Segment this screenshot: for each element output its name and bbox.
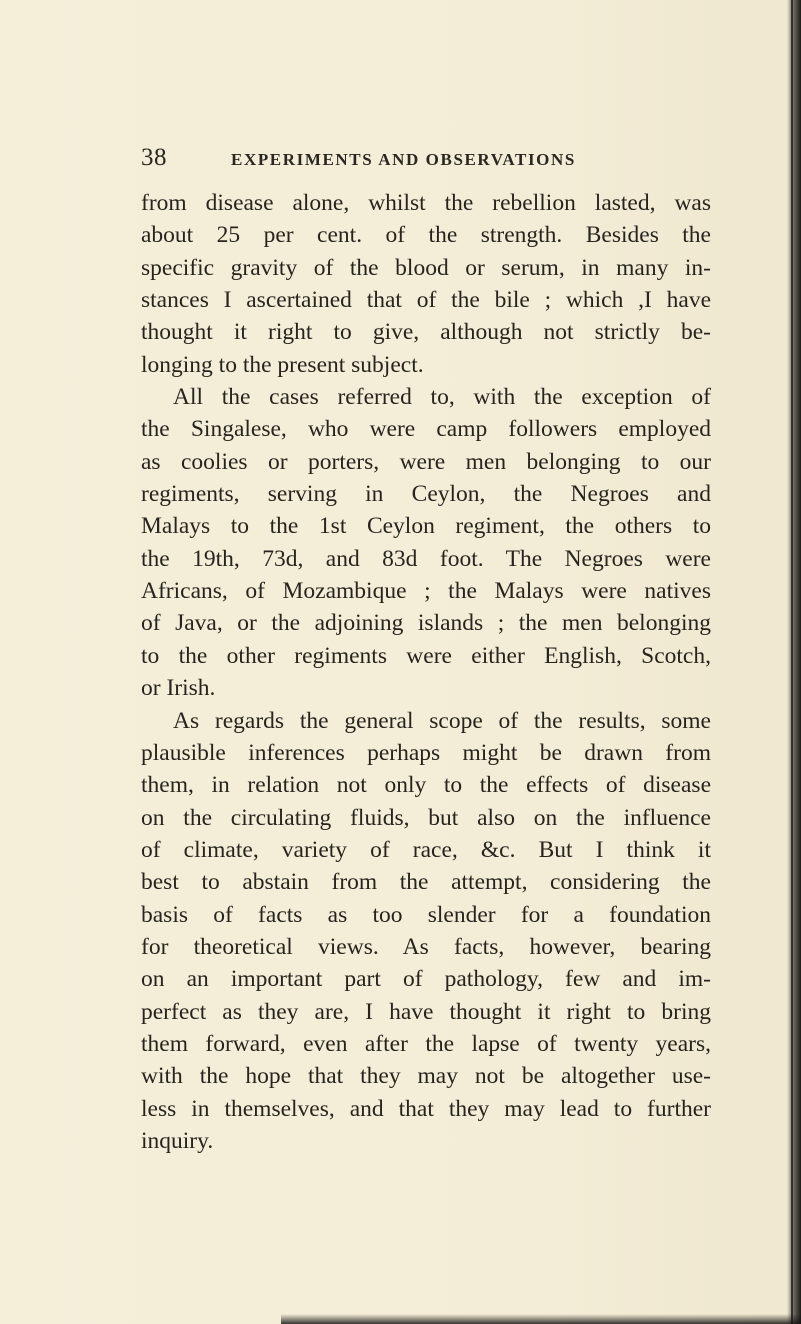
running-head: EXPERIMENTS AND OBSERVATIONS — [231, 150, 576, 169]
text-line: longing to the present subject. — [141, 351, 424, 378]
text-line: to the other regiments were either English, Scotch, — [141, 642, 711, 669]
text-line: of Java, or the adjoining islands ; the men belonging — [141, 610, 711, 637]
text-line: them forward, even after the lapse of twenty years, — [141, 1030, 711, 1057]
text-line: As regards the general scope of the results, some — [173, 707, 711, 734]
text-line: All the cases referred to, with the exception of — [173, 384, 711, 411]
body-text — [141, 187, 711, 1157]
text-line: regiments, serving in Ceylon, the Negroes and — [141, 481, 711, 508]
text-line: the Singalese, who were camp followers employed — [141, 416, 711, 443]
text-line: on an important part of pathology, few and im- — [141, 966, 711, 993]
text-line: as coolies or porters, were men belonging to our — [141, 448, 711, 475]
text-line: of climate, variety of race, &c. But I think it — [141, 836, 711, 863]
text-line: less in themselves, and that they may lead to further — [141, 1095, 711, 1122]
text-line: thought it right to give, although not strictly be- — [141, 319, 711, 346]
text-line: from disease alone, whilst the rebellion lasted, was — [141, 190, 711, 216]
text-line: specific gravity of the blood or serum, in many in- — [141, 254, 711, 281]
page-edge-line — [791, 0, 793, 1324]
text-line: stances I ascertained that of the bile ; which ,I have — [141, 287, 711, 314]
text-line: plausible inferences perhaps might be drawn from — [141, 739, 711, 766]
text-line: on the circulating fluids, but also on the influence — [141, 804, 711, 831]
page-header — [141, 144, 701, 178]
text-line: perfect as they are, I have thought it right to bring — [141, 998, 711, 1025]
text-line: basis of facts as too slender for a foundation — [141, 901, 711, 928]
text-line: the 19th, 73d, and 83d foot. The Negroes were — [141, 545, 711, 572]
text-line: about 25 per cent. of the strength. Besides the — [141, 222, 711, 249]
text-line: for theoretical views. As facts, however, bearing — [141, 933, 711, 960]
page-number: 38 — [141, 144, 167, 171]
text-line: with the hope that they may not be altogether use- — [141, 1063, 711, 1090]
text-line: or Irish. — [141, 675, 216, 702]
text-line: Africans, of Mozambique ; the Malays were natives — [141, 578, 711, 605]
text-line: Malays to the 1st Ceylon regiment, the others to — [141, 513, 711, 540]
text-line: them, in relation not only to the effects of disease — [141, 772, 711, 799]
page-bottom-shadow — [281, 1314, 801, 1324]
text-line: best to abstain from the attempt, considering the — [141, 869, 711, 896]
text-line: inquiry. — [141, 1127, 214, 1154]
page-edge-shadow — [787, 0, 801, 1324]
